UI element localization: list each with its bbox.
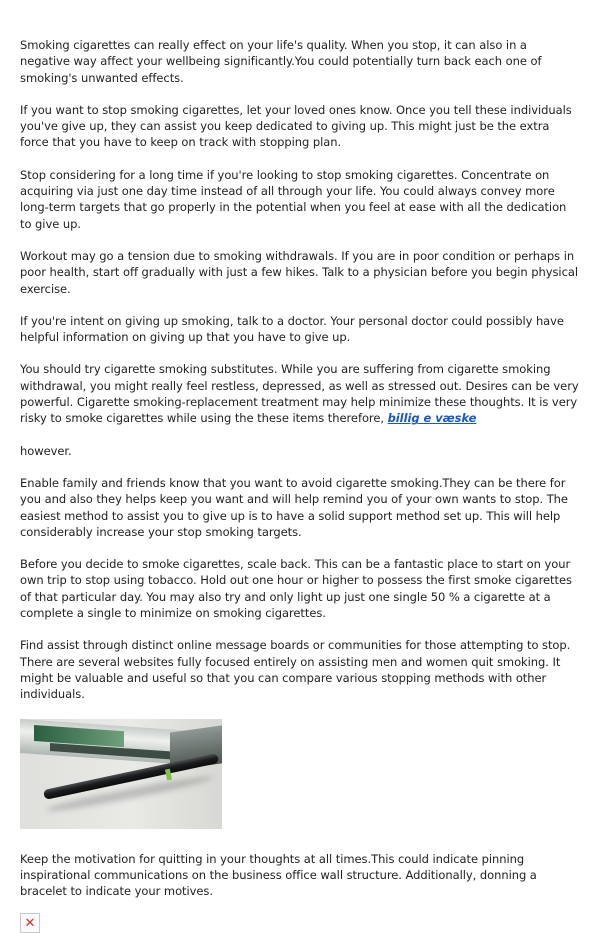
article-body <box>20 37 580 933</box>
paragraph-6-text: You should try cigarette smoking substitutes. While you are suffering from cigarette smoking withdrawal, you might really feel restless, depressed, as well as stressed out. Desires can be very powerful. Cigarette smoking-replacement treatment may help minimize these thoughts. It is very risky to smoke cigarettes while using the these items therefore, <box>20 362 579 426</box>
paragraph-5: If you're intent on giving up smoking, talk to a doctor. Your personal doctor could possibly have helpful information on giving up that you have to give up. <box>20 313 564 345</box>
paragraph-7: Enable family and friends know that you want to avoid cigarette smoking.They can be there for you and also they helps keep you want and will help remind you of your own wants to stop. The easiest method to assist you to give up is to have a solid support method set up. This will help considerably increase your stop smoking targets. <box>20 475 568 539</box>
broken-image-icon <box>20 913 40 933</box>
paragraph-6-tail: however. <box>20 443 72 458</box>
broken-image-mark: ✕ <box>24 915 36 931</box>
keyword-link[interactable]: billig e væske <box>387 411 477 426</box>
e-cigarette-photo <box>20 719 222 829</box>
paragraph-6 <box>20 361 580 426</box>
paragraph-10: Keep the motivation for quitting in your thoughts at all times.This could indicate pinning inspirational communications on the business office wall structure. Additionally, donning a bracelet to indicate your motives. <box>20 851 537 899</box>
paragraph-8: Before you decide to smoke cigarettes, scale back. This can be a fantastic place to start on your own trip to stop using tobacco. Hold out one hour or higher to possess the first smoke cigarettes of that particular day. You may also try and only light up just one single 50 % a cigarette at a complete a single to minimize on smoking cigarettes. <box>20 557 572 621</box>
paragraph-2: If you want to stop smoking cigarettes, let your loved ones know. Once you tell these individuals you've give up, they can assist you keep dedicated to giving up. This might just be the extra force that you have to keep on track with stopping plan. <box>20 102 572 150</box>
paragraph-9: Find assist through distinct online message boards or communities for those attempting to stop. There are several websites fully focused entirely on assisting men and women quit smoking. It might be valuable and useful so that you can compare various stopping methods with other individuals. <box>20 638 571 702</box>
paragraph-4: Workout may go a tension due to smoking withdrawals. If you are in poor condition or perhaps in poor health, start off gradually with just a few hikes. Talk to a physician before you begin physical exercise. <box>20 248 578 296</box>
paragraph-3: Stop considering for a long time if you're looking to stop smoking cigarettes. Concentrate on acquiring via just one day time instead of all through your life. You could always convey more long-term targets that go properly in the potential when you feel at ease with all the dedication to give up. <box>20 167 567 231</box>
paragraph-1: Smoking cigarettes can really effect on your life's quality. When you stop, it can also in a negative way affect your wellbeing significantly.You could potentially turn back each one of smoking's unwanted effects. <box>20 38 542 85</box>
